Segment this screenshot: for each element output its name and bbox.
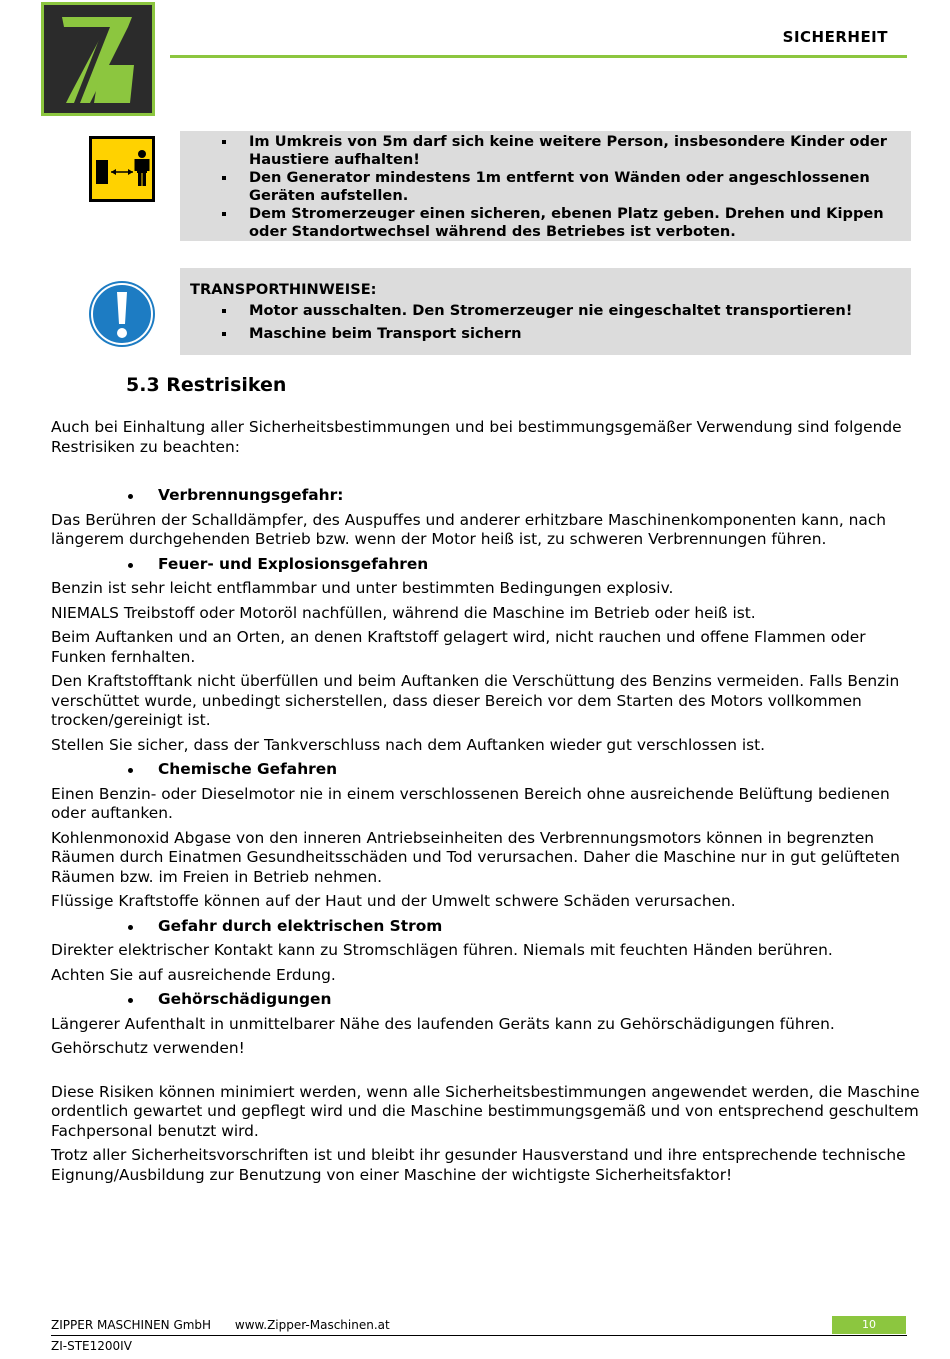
spacer bbox=[51, 1064, 921, 1083]
header-divider bbox=[170, 55, 907, 58]
section-title: 5.3 Restrisiken bbox=[126, 374, 287, 396]
section-body bbox=[51, 418, 921, 1190]
paragraph: Benzin ist sehr leicht entflammbar und unter bestimmten Bedingungen explosiv. bbox=[51, 579, 674, 597]
transport-notes-box bbox=[180, 268, 911, 355]
model-number: ZI-STE1200IV bbox=[51, 1339, 132, 1353]
paragraph: Gehörschutz verwenden! bbox=[51, 1039, 245, 1057]
fire-heading: Feuer- und Explosionsgefahren bbox=[51, 555, 921, 575]
paragraph: Achten Sie auf ausreichende Erdung. bbox=[51, 965, 336, 984]
header-title: SICHERHEIT bbox=[782, 28, 888, 46]
paragraph: Das Berühren der Schalldämpfer, des Auspuffes und anderer erhitzbare Maschinenkomponenten kann, nach längerem durchgehenden Betrieb bzw. wenn der Motor heiß ist, zu schweren Verbrennungen führen. bbox=[51, 510, 887, 548]
paragraph: Flüssige Kraftstoffe können auf der Haut und der Umwelt schwere Schäden verursachen. bbox=[51, 892, 736, 910]
closing-paragraph: Diese Risiken können minimiert werden, wenn alle Sicherheitsbestimmungen angewendet werden, die Maschine ordentlich gewartet und gepflegt wird und die Maschine bestimmungsgemäß und von entsprechend geschultem Fachpersonal benutzt wird. bbox=[51, 1082, 920, 1140]
website-link[interactable]: www.Zipper-Maschinen.at bbox=[234, 1318, 390, 1332]
paragraph: Stellen Sie sicher, dass der Tankverschluss nach dem Auftanken wieder gut verschlossen ist. bbox=[51, 735, 766, 754]
paragraph: NIEMALS Treibstoff oder Motoröl nachfüllen, während die Maschine im Betrieb oder heiß ist. bbox=[51, 603, 756, 622]
list-item: Im Umkreis von 5m darf sich keine weitere Person, insbesondere Kinder oder Haustiere aufhalten! bbox=[180, 133, 911, 169]
paragraph: Kohlenmonoxid Abgase von den inneren Antriebseinheiten des Verbrennungsmotors können in begrenzten Räumen durch Einatmen Gesundheitsschäden und Tod verursachen. Daher die Maschine nur in gut gelüfteten Räumen bzw. im Freien in Betrieb nehmen. bbox=[51, 828, 900, 886]
transport-title: TRANSPORTHINWEISE: bbox=[190, 281, 377, 298]
safety-distance-box bbox=[180, 131, 911, 241]
zipper-logo bbox=[41, 2, 155, 116]
chem-heading: Chemische Gefahren bbox=[51, 760, 921, 780]
page-number: 10 bbox=[832, 1316, 906, 1334]
burn-heading: Verbrennungsgefahr: bbox=[51, 486, 921, 506]
list-item: Dem Stromerzeuger einen sicheren, ebenen Platz geben. Drehen und Kippen oder Standortwechsel während des Betriebes ist verboten. bbox=[180, 205, 911, 241]
paragraph: Einen Benzin- oder Dieselmotor nie in einem verschlossenen Bereich ohne ausreichende Belüftung bedienen oder auftanken. bbox=[51, 784, 890, 822]
list-item: Maschine beim Transport sichern bbox=[180, 325, 911, 343]
paragraph: Direkter elektrischer Kontakt kann zu Stromschlägen führen. Niemals mit feuchten Händen berühren. bbox=[51, 941, 833, 959]
distance-person-icon bbox=[89, 136, 155, 202]
closing-paragraph: Trotz aller Sicherheitsvorschriften ist und bleibt ihr gesunder Hausverstand und ihre entsprechende technische Eignung/Ausbildung zur Benutzung von einer Maschine der wichtigste Sicherheitsfaktor! bbox=[51, 1146, 906, 1184]
hear-heading: Gehörschädigungen bbox=[51, 990, 921, 1010]
list-item: Motor ausschalten. Den Stromerzeuger nie eingeschaltet transportieren! bbox=[180, 302, 911, 320]
exclamation-icon bbox=[88, 280, 156, 348]
intro-paragraph: Auch bei Einhaltung aller Sicherheitsbestimmungen und bei bestimmungsgemäßer Verwendung sind folgende Restrisiken zu beachten: bbox=[51, 418, 902, 456]
spacer bbox=[51, 462, 921, 486]
list-item: Den Generator mindestens 1m entfernt von Wänden oder angeschlossenen Geräten aufstellen. bbox=[180, 169, 911, 205]
paragraph: Längerer Aufenthalt in unmittelbarer Nähe des laufenden Geräts kann zu Gehörschädigungen führen. bbox=[51, 1014, 835, 1033]
elec-heading: Gefahr durch elektrischen Strom bbox=[51, 917, 921, 937]
footer-divider bbox=[51, 1335, 907, 1336]
paragraph: Den Kraftstofftank nicht überfüllen und beim Auftanken die Verschüttung des Benzins vermeiden. Falls Benzin verschüttet wurde, unbedingt sicherstellen, dass dieser Bereich vor dem Starten des Motors vollkommen trocken/gereinigt ist. bbox=[51, 672, 900, 729]
footer-company bbox=[51, 1318, 390, 1332]
company-name: ZIPPER MASCHINEN GmbH bbox=[51, 1318, 212, 1332]
paragraph: Beim Auftanken und an Orten, an denen Kraftstoff gelagert wird, nicht rauchen und offene Flammen oder Funken fernhalten. bbox=[51, 628, 866, 666]
zipper-z-logo-icon bbox=[44, 5, 152, 113]
